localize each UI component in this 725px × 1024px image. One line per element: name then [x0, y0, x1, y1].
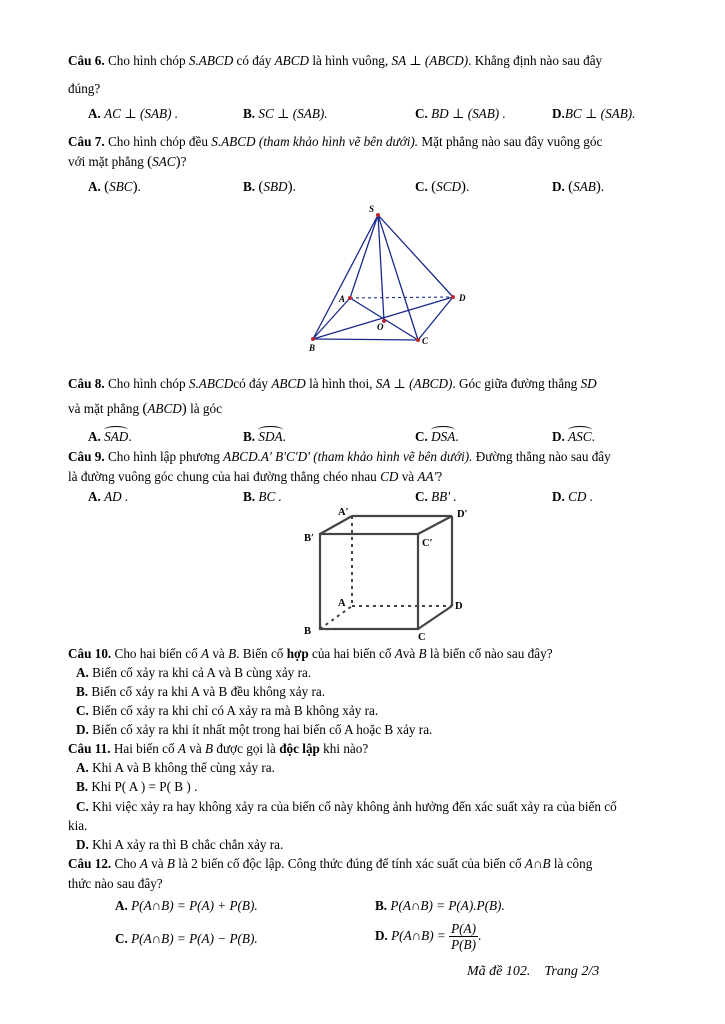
q10-option-b[interactable]: B. Biến cố xảy ra khi A và B đều không xảy ra.	[76, 684, 326, 699]
q9-option-b[interactable]: B. BC .	[243, 489, 282, 504]
page-number: Trang 2/3	[544, 964, 600, 979]
q10-stem: Câu 10. Cho hai biến cố A và B. Biến cố hợp của hai biến cố Avà B là biến cố nào sau đây?	[68, 646, 553, 661]
q8-option-a[interactable]: A. SAD.	[88, 429, 132, 444]
cube-label-b: B	[304, 626, 312, 637]
q12-option-a[interactable]: A. P(A∩B) = P(A) + P(B).	[115, 898, 258, 913]
q9-option-a[interactable]: A. AD .	[88, 489, 129, 504]
q12-option-c[interactable]: C. P(A∩B) = P(A) − P(B).	[115, 931, 258, 946]
cube-label-c1: C′	[422, 538, 433, 549]
exam-code: Mã đề 102.	[467, 964, 531, 979]
q8-option-d[interactable]: D. ASC.	[552, 429, 595, 444]
q6-option-d[interactable]: D.BC ⊥ (SAB).	[552, 106, 636, 121]
q12-stem: Câu 12. Cho A và B là 2 biến cố độc lập. Công thức đúng để tính xác suất của biến cố A∩B là công	[68, 856, 593, 871]
pyramid-label-c: C	[422, 336, 429, 346]
cube-figure	[300, 505, 475, 645]
q11-option-c[interactable]: C. Khi việc xảy ra hay không xảy ra của biến cố này không ảnh hưởng đến xác suất xảy ra của biến cố	[76, 799, 617, 814]
q7-option-d[interactable]: D. (SAB).	[552, 179, 605, 195]
cube-label-d: D	[455, 601, 463, 612]
q12-option-b[interactable]: B. P(A∩B) = P(A).P(B).	[375, 898, 505, 913]
q11-stem: Câu 11. Hai biến cố A và B được gọi là độc lập khi nào?	[68, 741, 369, 756]
q6-option-b[interactable]: B. SC ⊥ (SAB).	[243, 106, 328, 121]
q11-option-a[interactable]: A. Khi A và B không thể cùng xảy ra.	[76, 760, 275, 775]
q7-option-b[interactable]: B. (SBD).	[243, 179, 296, 195]
q11-option-c-cont: kia.	[68, 818, 88, 833]
q9-stem-cont: là đường vuông góc chung của hai đường thẳng chéo nhau CD và AA'?	[68, 469, 443, 484]
q10-option-d[interactable]: D. Biến cố xảy ra khi ít nhất một trong hai biến cố A hoặc B xảy ra.	[76, 722, 433, 737]
q7-option-a[interactable]: A. (SBC).	[88, 179, 141, 195]
q7-stem-cont: với mặt phẳng (SAC)?	[68, 154, 187, 170]
cube-label-b1: B′	[304, 533, 314, 544]
q11-option-b[interactable]: B. Khi P( A ) = P( B ) .	[76, 779, 198, 794]
q6-stem: Câu 6. Cho hình chóp S.ABCD có đáy ABCD là hình vuông, SA ⊥ (ABCD). Khẳng định nào sau đây	[68, 53, 603, 68]
q7-option-c[interactable]: C. (SCD).	[415, 179, 470, 195]
q8-option-b[interactable]: B. SDA.	[243, 429, 286, 444]
pyramid-label-b: B	[309, 343, 316, 353]
pyramid-label-d: D	[459, 293, 466, 303]
cube-label-c: C	[418, 632, 426, 643]
q6-option-c[interactable]: C. BD ⊥ (SAB) .	[415, 106, 506, 121]
q9-option-d[interactable]: D. CD .	[552, 489, 594, 504]
q12-option-d[interactable]: D. P(A∩B) = $\frac{P(A)}{P(B)}$ .	[375, 921, 482, 953]
q6-stem-cont: đúng?	[68, 81, 101, 96]
q8-stem-cont: và mặt phẳng (ABCD) là góc	[68, 401, 222, 417]
q7-stem: Câu 7. Cho hình chóp đều S.ABCD (tham khảo hình vẽ bên dưới). Mặt phẳng nào sau đây vuông góc	[68, 134, 603, 149]
q10-option-a[interactable]: A. Biến cố xảy ra khi cả A và B cùng xảy ra.	[76, 665, 312, 680]
q12-stem-cont: thức nào sau đây?	[68, 876, 163, 891]
q12-option-d-fraction: $\frac{P(A)}{P(B)}$	[451, 921, 476, 953]
pyramid-label-s: S	[369, 204, 375, 214]
q8-option-c[interactable]: C. DSA.	[415, 429, 459, 444]
q9-stem: Câu 9. Cho hình lập phương ABCD.A' B'C'D' (tham khảo hình vẽ bên dưới). Đường thẳng nào sau đây	[68, 449, 611, 464]
q6-label: Câu 6.	[68, 53, 105, 68]
cube-label-a: A	[338, 598, 346, 609]
q9-option-c[interactable]: C. BB' .	[415, 489, 457, 504]
cube-label-d1: D′	[457, 509, 468, 520]
q11-option-d[interactable]: D. Khi A xảy ra thì B chắc chắn xảy ra.	[76, 837, 284, 852]
page-footer	[467, 964, 599, 980]
cube-label-a1: A′	[338, 507, 349, 518]
pyramid-figure	[300, 200, 470, 355]
q8-stem: Câu 8. Cho hình chóp S.ABCDcó đáy ABCD là hình thoi, SA ⊥ (ABCD). Góc giữa đường thẳng SD	[68, 376, 597, 391]
q10-option-c[interactable]: C. Biến cố xảy ra khi chỉ có A xảy ra mà B không xảy ra.	[76, 703, 379, 718]
pyramid-label-a: A	[339, 294, 346, 304]
pyramid-label-o: O	[377, 322, 384, 332]
q6-option-a[interactable]: A. AC ⊥ (SAB) .	[88, 106, 179, 121]
